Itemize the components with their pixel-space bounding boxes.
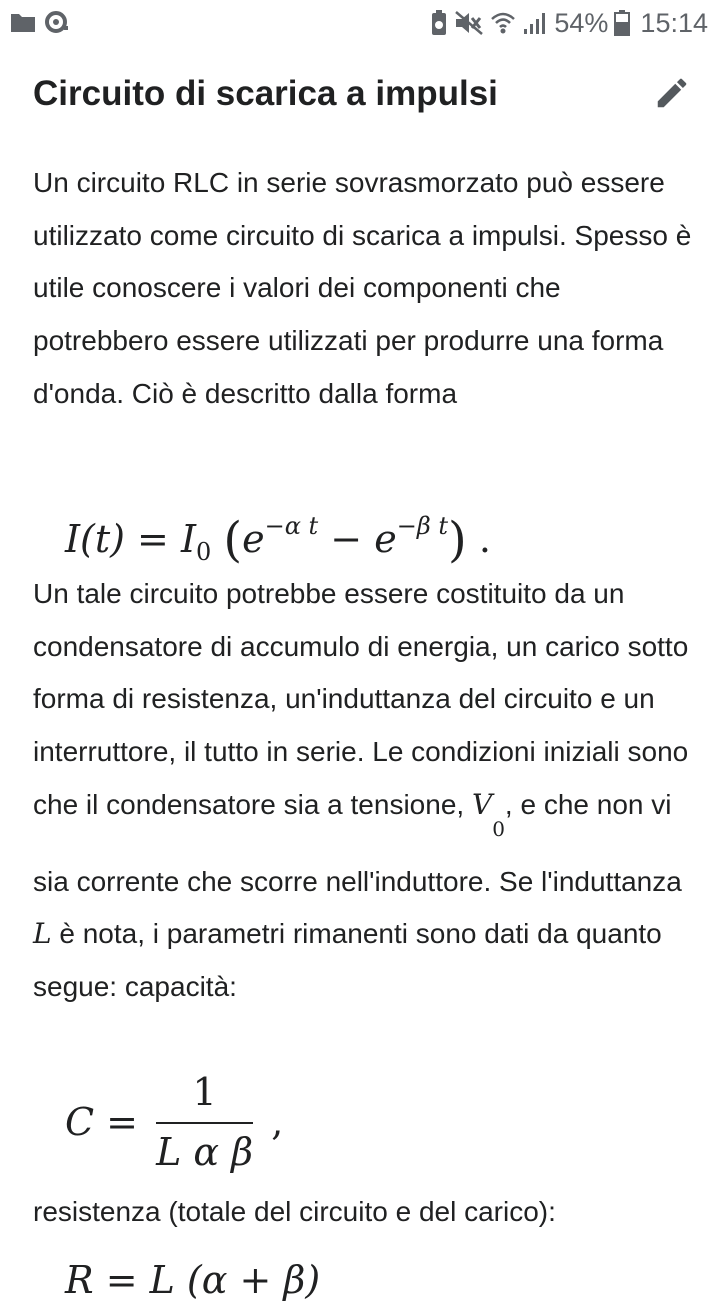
paragraph-circuit-part3: è nota, i parametri rimanenti sono dati da quanto segue: capacità: xyxy=(33,918,662,1002)
symbol-l: L xyxy=(33,917,52,951)
edit-section-button[interactable] xyxy=(651,74,693,116)
symbol-v0: $V_0$ xyxy=(471,787,505,841)
paragraph-intro: Un circuito RLC in serie sovrasmorzato può essere utilizzato come circuito di scarica a impulsi. Spesso è utile conoscere i valori dei componenti che potrebbero essere utilizzati per produrre una forma d'onda. Ciò è descritto dalla forma xyxy=(33,167,692,409)
formula2-end: , xyxy=(271,1100,284,1144)
formula2-denominator: L α β xyxy=(156,1130,254,1174)
section-header xyxy=(33,70,693,118)
mute-icon xyxy=(454,10,484,36)
formula2-eq: = xyxy=(106,1100,139,1144)
status-bar xyxy=(0,0,720,46)
battery-percent: 54% xyxy=(554,8,609,38)
formula-close-paren: ) xyxy=(447,512,467,568)
formula-end: . xyxy=(478,517,491,561)
formula-exp1: −α t xyxy=(264,512,319,540)
formula-open-paren: ( xyxy=(223,512,243,568)
paragraph-resistance: resistenza (totale del circuito e del carico): xyxy=(33,1196,556,1227)
formula-capacitance xyxy=(65,1070,283,1174)
status-left-icons xyxy=(10,10,70,39)
formula-i-sub: 0 xyxy=(195,538,212,566)
wifi-icon xyxy=(490,10,516,36)
status-right-icons xyxy=(430,6,708,40)
formula-resistance: R = L (α + β) xyxy=(65,1258,321,1302)
formula2-numerator: 1 xyxy=(156,1070,253,1124)
formula-minus: − xyxy=(330,517,363,561)
formula2-fraction xyxy=(156,1070,253,1174)
paragraph-circuit-part1: Un tale circuito potrebbe essere costituito da un condensatore di accumulo di energia, un carico sotto forma di resistenza, un'induttanza del circuito e un interruttore, il tutto in serie. Le condizioni iniziali sono che il condensatore sia a tensione, xyxy=(33,578,689,820)
sync-icon xyxy=(44,10,70,39)
formula-lhs: I(t) xyxy=(65,517,125,561)
battery-saver-icon xyxy=(430,10,448,36)
folder-icon xyxy=(10,11,36,38)
formula-exp2: −β t xyxy=(396,512,448,540)
pencil-icon xyxy=(653,74,691,117)
formula-e2: e xyxy=(374,517,397,561)
formula2-lhs: C xyxy=(65,1100,95,1144)
formula-i: I xyxy=(180,517,196,561)
formula-eq: = xyxy=(137,517,169,561)
paragraph-circuit xyxy=(33,568,693,1014)
formula-e1: e xyxy=(242,517,265,561)
signal-icon xyxy=(522,11,548,35)
paragraph-circuit-part2: , e che non vi sia corrente che scorre nell'induttore. Se l'induttanza xyxy=(33,788,682,897)
section-title: Circuito di scarica a impulsi xyxy=(33,74,498,113)
battery-icon xyxy=(614,10,630,36)
clock: 15:14 xyxy=(640,8,708,38)
symbol-v0-sub: 0 xyxy=(492,816,505,841)
